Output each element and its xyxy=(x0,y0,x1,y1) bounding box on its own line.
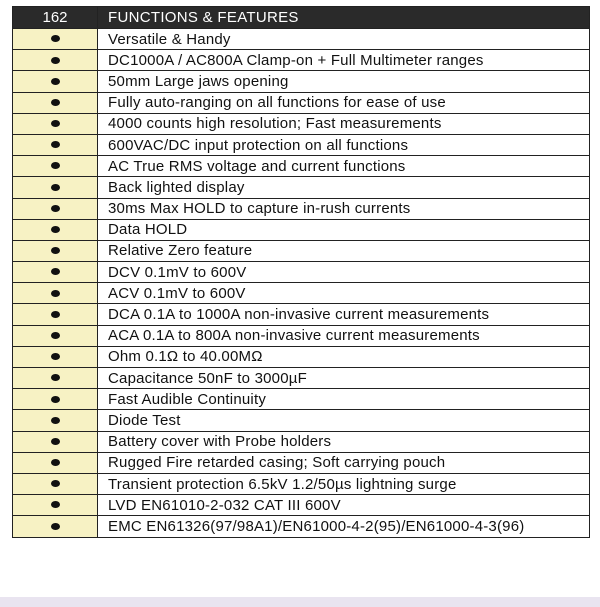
feature-text: 30ms Max HOLD to capture in-rush currents xyxy=(98,198,590,219)
table-row xyxy=(13,198,590,219)
table-row xyxy=(13,177,590,198)
table-row xyxy=(13,452,590,473)
table-row xyxy=(13,134,590,155)
table-row xyxy=(13,29,590,50)
bullet-icon xyxy=(51,162,60,169)
feature-text: 50mm Large jaws opening xyxy=(98,71,590,92)
bullet-cell xyxy=(13,71,98,92)
feature-text: Fast Audible Continuity xyxy=(98,389,590,410)
bullet-icon xyxy=(51,247,60,254)
bullet-cell xyxy=(13,240,98,261)
table-row xyxy=(13,240,590,261)
table-row xyxy=(13,156,590,177)
features-table xyxy=(12,6,590,538)
bullet-cell xyxy=(13,156,98,177)
feature-text: ACA 0.1A to 800A non-invasive current measurements xyxy=(98,325,590,346)
feature-text: 4000 counts high resolution; Fast measurements xyxy=(98,113,590,134)
bullet-cell xyxy=(13,495,98,516)
feature-text: LVD EN61010-2-032 CAT III 600V xyxy=(98,495,590,516)
bullet-icon xyxy=(51,374,60,381)
bullet-icon xyxy=(51,438,60,445)
table-row xyxy=(13,410,590,431)
bullet-icon xyxy=(51,78,60,85)
bottom-band xyxy=(0,597,600,607)
table-row xyxy=(13,516,590,537)
bullet-icon xyxy=(51,311,60,318)
table-row xyxy=(13,325,590,346)
bullet-cell xyxy=(13,219,98,240)
bullet-icon xyxy=(51,226,60,233)
feature-text: Diode Test xyxy=(98,410,590,431)
bullet-icon xyxy=(51,396,60,403)
bullet-cell xyxy=(13,29,98,50)
feature-text: Relative Zero feature xyxy=(98,240,590,261)
bullet-icon xyxy=(51,184,60,191)
feature-text: Back lighted display xyxy=(98,177,590,198)
feature-text: AC True RMS voltage and current functions xyxy=(98,156,590,177)
bullet-icon xyxy=(51,501,60,508)
bullet-cell xyxy=(13,516,98,537)
bullet-cell xyxy=(13,50,98,71)
bullet-cell xyxy=(13,134,98,155)
bullet-cell xyxy=(13,431,98,452)
feature-text: Versatile & Handy xyxy=(98,29,590,50)
table-title: FUNCTIONS & FEATURES xyxy=(98,7,590,29)
feature-text: 600VAC/DC input protection on all functions xyxy=(98,134,590,155)
bullet-cell xyxy=(13,304,98,325)
bullet-cell xyxy=(13,346,98,367)
bullet-icon xyxy=(51,353,60,360)
feature-text: Battery cover with Probe holders xyxy=(98,431,590,452)
feature-text: DC1000A / AC800A Clamp-on + Full Multimeter ranges xyxy=(98,50,590,71)
feature-text: EMC EN61326(97/98A1)/EN61000-4-2(95)/EN61000-4-3(96) xyxy=(98,516,590,537)
bullet-cell xyxy=(13,410,98,431)
bullet-icon xyxy=(51,99,60,106)
bullet-icon xyxy=(51,523,60,530)
bullet-icon xyxy=(51,417,60,424)
bullet-cell xyxy=(13,177,98,198)
table-row xyxy=(13,50,590,71)
bullet-cell xyxy=(13,368,98,389)
feature-text: DCV 0.1mV to 600V xyxy=(98,262,590,283)
bullet-icon xyxy=(51,480,60,487)
feature-text: DCA 0.1A to 1000A non-invasive current measurements xyxy=(98,304,590,325)
table-row xyxy=(13,113,590,134)
bullet-cell xyxy=(13,325,98,346)
bullet-cell xyxy=(13,473,98,494)
bullet-cell xyxy=(13,389,98,410)
bullet-cell xyxy=(13,92,98,113)
table-row xyxy=(13,431,590,452)
table-row xyxy=(13,368,590,389)
table-row xyxy=(13,473,590,494)
table-row xyxy=(13,389,590,410)
bullet-cell xyxy=(13,262,98,283)
bullet-icon xyxy=(51,120,60,127)
bullet-icon xyxy=(51,290,60,297)
bullet-cell xyxy=(13,198,98,219)
bullet-icon xyxy=(51,332,60,339)
feature-text: Data HOLD xyxy=(98,219,590,240)
bullet-icon xyxy=(51,205,60,212)
feature-text: ACV 0.1mV to 600V xyxy=(98,283,590,304)
page-number: 162 xyxy=(13,7,98,29)
bullet-icon xyxy=(51,268,60,275)
feature-text: Rugged Fire retarded casing; Soft carrying pouch xyxy=(98,452,590,473)
bullet-icon xyxy=(51,459,60,466)
table-row xyxy=(13,219,590,240)
table-header-row xyxy=(13,7,590,29)
bullet-icon xyxy=(51,35,60,42)
bullet-cell xyxy=(13,113,98,134)
bullet-icon xyxy=(51,57,60,64)
table-row xyxy=(13,92,590,113)
bullet-cell xyxy=(13,283,98,304)
table-row xyxy=(13,304,590,325)
bullet-icon xyxy=(51,141,60,148)
features-list xyxy=(13,29,590,538)
table-row xyxy=(13,262,590,283)
feature-text: Transient protection 6.5kV 1.2/50µs lightning surge xyxy=(98,473,590,494)
table-row xyxy=(13,283,590,304)
bullet-cell xyxy=(13,452,98,473)
table-row xyxy=(13,71,590,92)
feature-text: Capacitance 50nF to 3000µF xyxy=(98,368,590,389)
table-row xyxy=(13,346,590,367)
feature-text: Ohm 0.1Ω to 40.00MΩ xyxy=(98,346,590,367)
feature-text: Fully auto-ranging on all functions for ease of use xyxy=(98,92,590,113)
table-row xyxy=(13,495,590,516)
